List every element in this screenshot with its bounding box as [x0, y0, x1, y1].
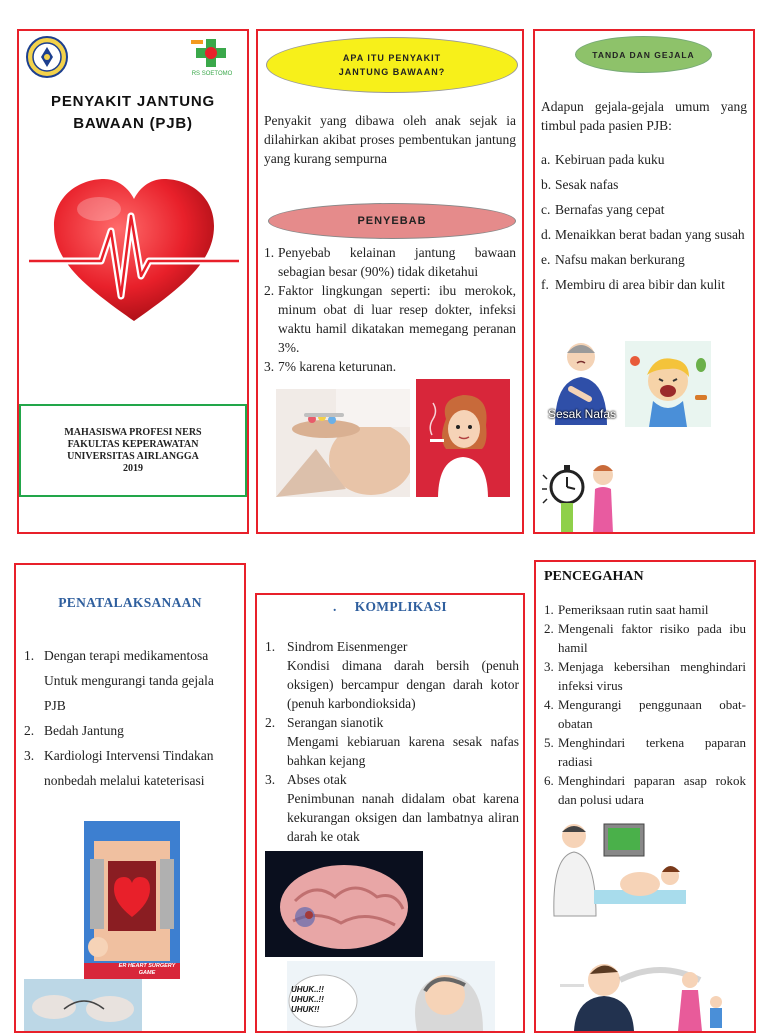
cause-list — [264, 243, 516, 376]
smoking-hazard-image — [550, 950, 736, 1031]
treatment-item: 3. Kardiologi Intervensi Tindakan nonbedah melalui kateterisasi — [24, 748, 214, 788]
university-seal-icon — [25, 35, 69, 79]
complication-desc: Mengami kebiaruan karena sesak nafas bahkan kejang — [287, 734, 519, 768]
complication-list — [265, 637, 519, 846]
cover-credits-box — [19, 404, 247, 497]
complication-title: Sindrom Eisenmenger — [287, 639, 408, 654]
symptoms-heading: TANDA DAN GEJALA — [575, 36, 712, 73]
symptoms-intro: Adapun gejala-gejala umum yang timbul pada pasien PJB: — [541, 99, 747, 133]
symptom-item: d. Menaikkan berat badan yang susah — [541, 227, 745, 242]
definition-panel — [256, 29, 524, 534]
heart-surgery-game-image — [84, 821, 180, 979]
complication-desc: Kondisi dimana darah bersih (penuh oksigen) bercampur dengan darah kotor (penuh karbondioksida) — [287, 658, 519, 711]
complication-item: 1. Sindrom Eisenmenger Kondisi dimana darah bersih (penuh oksigen) bercampur dengan darah kotor (penuh karbondioksida) — [265, 639, 519, 711]
treatment-list — [24, 643, 230, 793]
cover-panel — [17, 29, 249, 534]
cause-item: 1. Penyebab kelainan jantung bawaan sebagian besar (90%) tidak diketahui — [264, 245, 516, 279]
complications-panel — [255, 593, 525, 1033]
hospital-logo-caption: RS SOETOMO — [191, 71, 233, 77]
prevention-item: 1. Pemeriksaan rutin saat hamil — [544, 602, 709, 617]
symptoms-panel — [533, 29, 755, 534]
cause-heading: PENYEBAB — [268, 203, 516, 239]
complication-item: 2. Serangan sianotik Mengami kebiaruan karena sesak nafas bahkan kejang — [265, 715, 519, 768]
cause-item: 2. Faktor lingkungan seperti: ibu merokok, minum obat di luar resep dokter, infeksi waktu hamil dikatakan memegang peranan 3%. — [264, 283, 516, 355]
fast-breathing-image — [541, 445, 623, 533]
complications-heading: . KOMPLIKASI — [333, 599, 447, 614]
credits-line2: FAKULTAS KEPERAWATAN — [67, 438, 199, 450]
symptom-item: f. Membiru di area bibir dan kulit — [541, 277, 725, 292]
cough-text: UHUK..!! UHUK..!! UHUK!! — [291, 985, 324, 1014]
definition-heading: APA ITU PENYAKIT JANTUNG BAWAAN? — [266, 37, 518, 93]
prevention-item: 3. Menjaga kebersihan menghindari infeksi virus — [544, 659, 746, 693]
cause-item: 3. 7% karena keturunan. — [264, 359, 397, 374]
symptom-item: b. Sesak nafas — [541, 177, 619, 192]
pregnant-woman-pills-image — [276, 389, 410, 497]
prenatal-checkup-image — [544, 820, 686, 926]
game-caption: ER HEART SURGERY GAME — [118, 963, 176, 976]
symptom-item: c. Bernafas yang cepat — [541, 202, 665, 217]
treatment-item: 1. Dengan terapi medikamentosa Untuk mengurangi tanda gejala PJB — [24, 648, 214, 713]
prevention-heading: PENCEGAHAN — [544, 569, 644, 584]
woman-smoking-image — [416, 379, 510, 497]
prevention-item: 4. Mengurangi penggunaan obat-obatan — [544, 697, 746, 731]
shortness-of-breath-caption: Sesak Nafas — [547, 407, 617, 421]
symptom-item: e. Nafsu makan berkurang — [541, 252, 685, 267]
symptom-item: a. Kebiruan pada kuku — [541, 152, 665, 167]
prevention-item: 2. Mengenali faktor risiko pada ibu hamil — [544, 621, 746, 655]
credits-line1: MAHASISWA PROFESI NERS — [64, 426, 202, 438]
prevention-panel — [534, 560, 756, 1033]
treatment-panel — [14, 563, 246, 1033]
cover-title-line2: BAWAAN (PJB) — [73, 115, 193, 132]
cover-title-line1: PENYAKIT JANTUNG — [51, 93, 215, 110]
catheterization-image — [24, 979, 142, 1031]
brain-abscess-image — [265, 851, 423, 957]
complication-item: 3. Abses otak Penimbunan nanah didalam obat karena kekurangan oksigen dan lambatnya aliran darah ke otak — [265, 772, 519, 844]
treatment-item: 2. Bedah Jantung — [24, 723, 124, 738]
complication-title: Serangan sianotik — [287, 715, 384, 730]
complication-desc: Penimbunan nanah didalam obat karena kekurangan oksigen dan lambatnya aliran darah ke otak — [287, 791, 519, 844]
prevention-list — [544, 600, 746, 809]
prevention-item: 5. Menghindari terkena paparan radiasi — [544, 735, 746, 769]
credits-line3: UNIVERSITAS AIRLANGGA — [67, 450, 199, 462]
credits-year: 2019 — [123, 462, 143, 474]
cover-title — [19, 91, 247, 135]
symptom-list — [541, 147, 747, 297]
complication-title: Abses otak — [287, 772, 347, 787]
heart-ecg-icon — [29, 171, 239, 331]
crying-child-image — [625, 341, 711, 427]
treatment-heading: PENATALAKSANAAN — [58, 595, 202, 610]
definition-text: Penyakit yang dibawa oleh anak sejak ia dilahirkan akibat proses pembentukan jantung yang kurang sempurna — [264, 113, 516, 166]
hospital-logo-icon — [191, 37, 231, 69]
prevention-item: 6. Menghindari paparan asap rokok dan polusi udara — [544, 773, 746, 807]
